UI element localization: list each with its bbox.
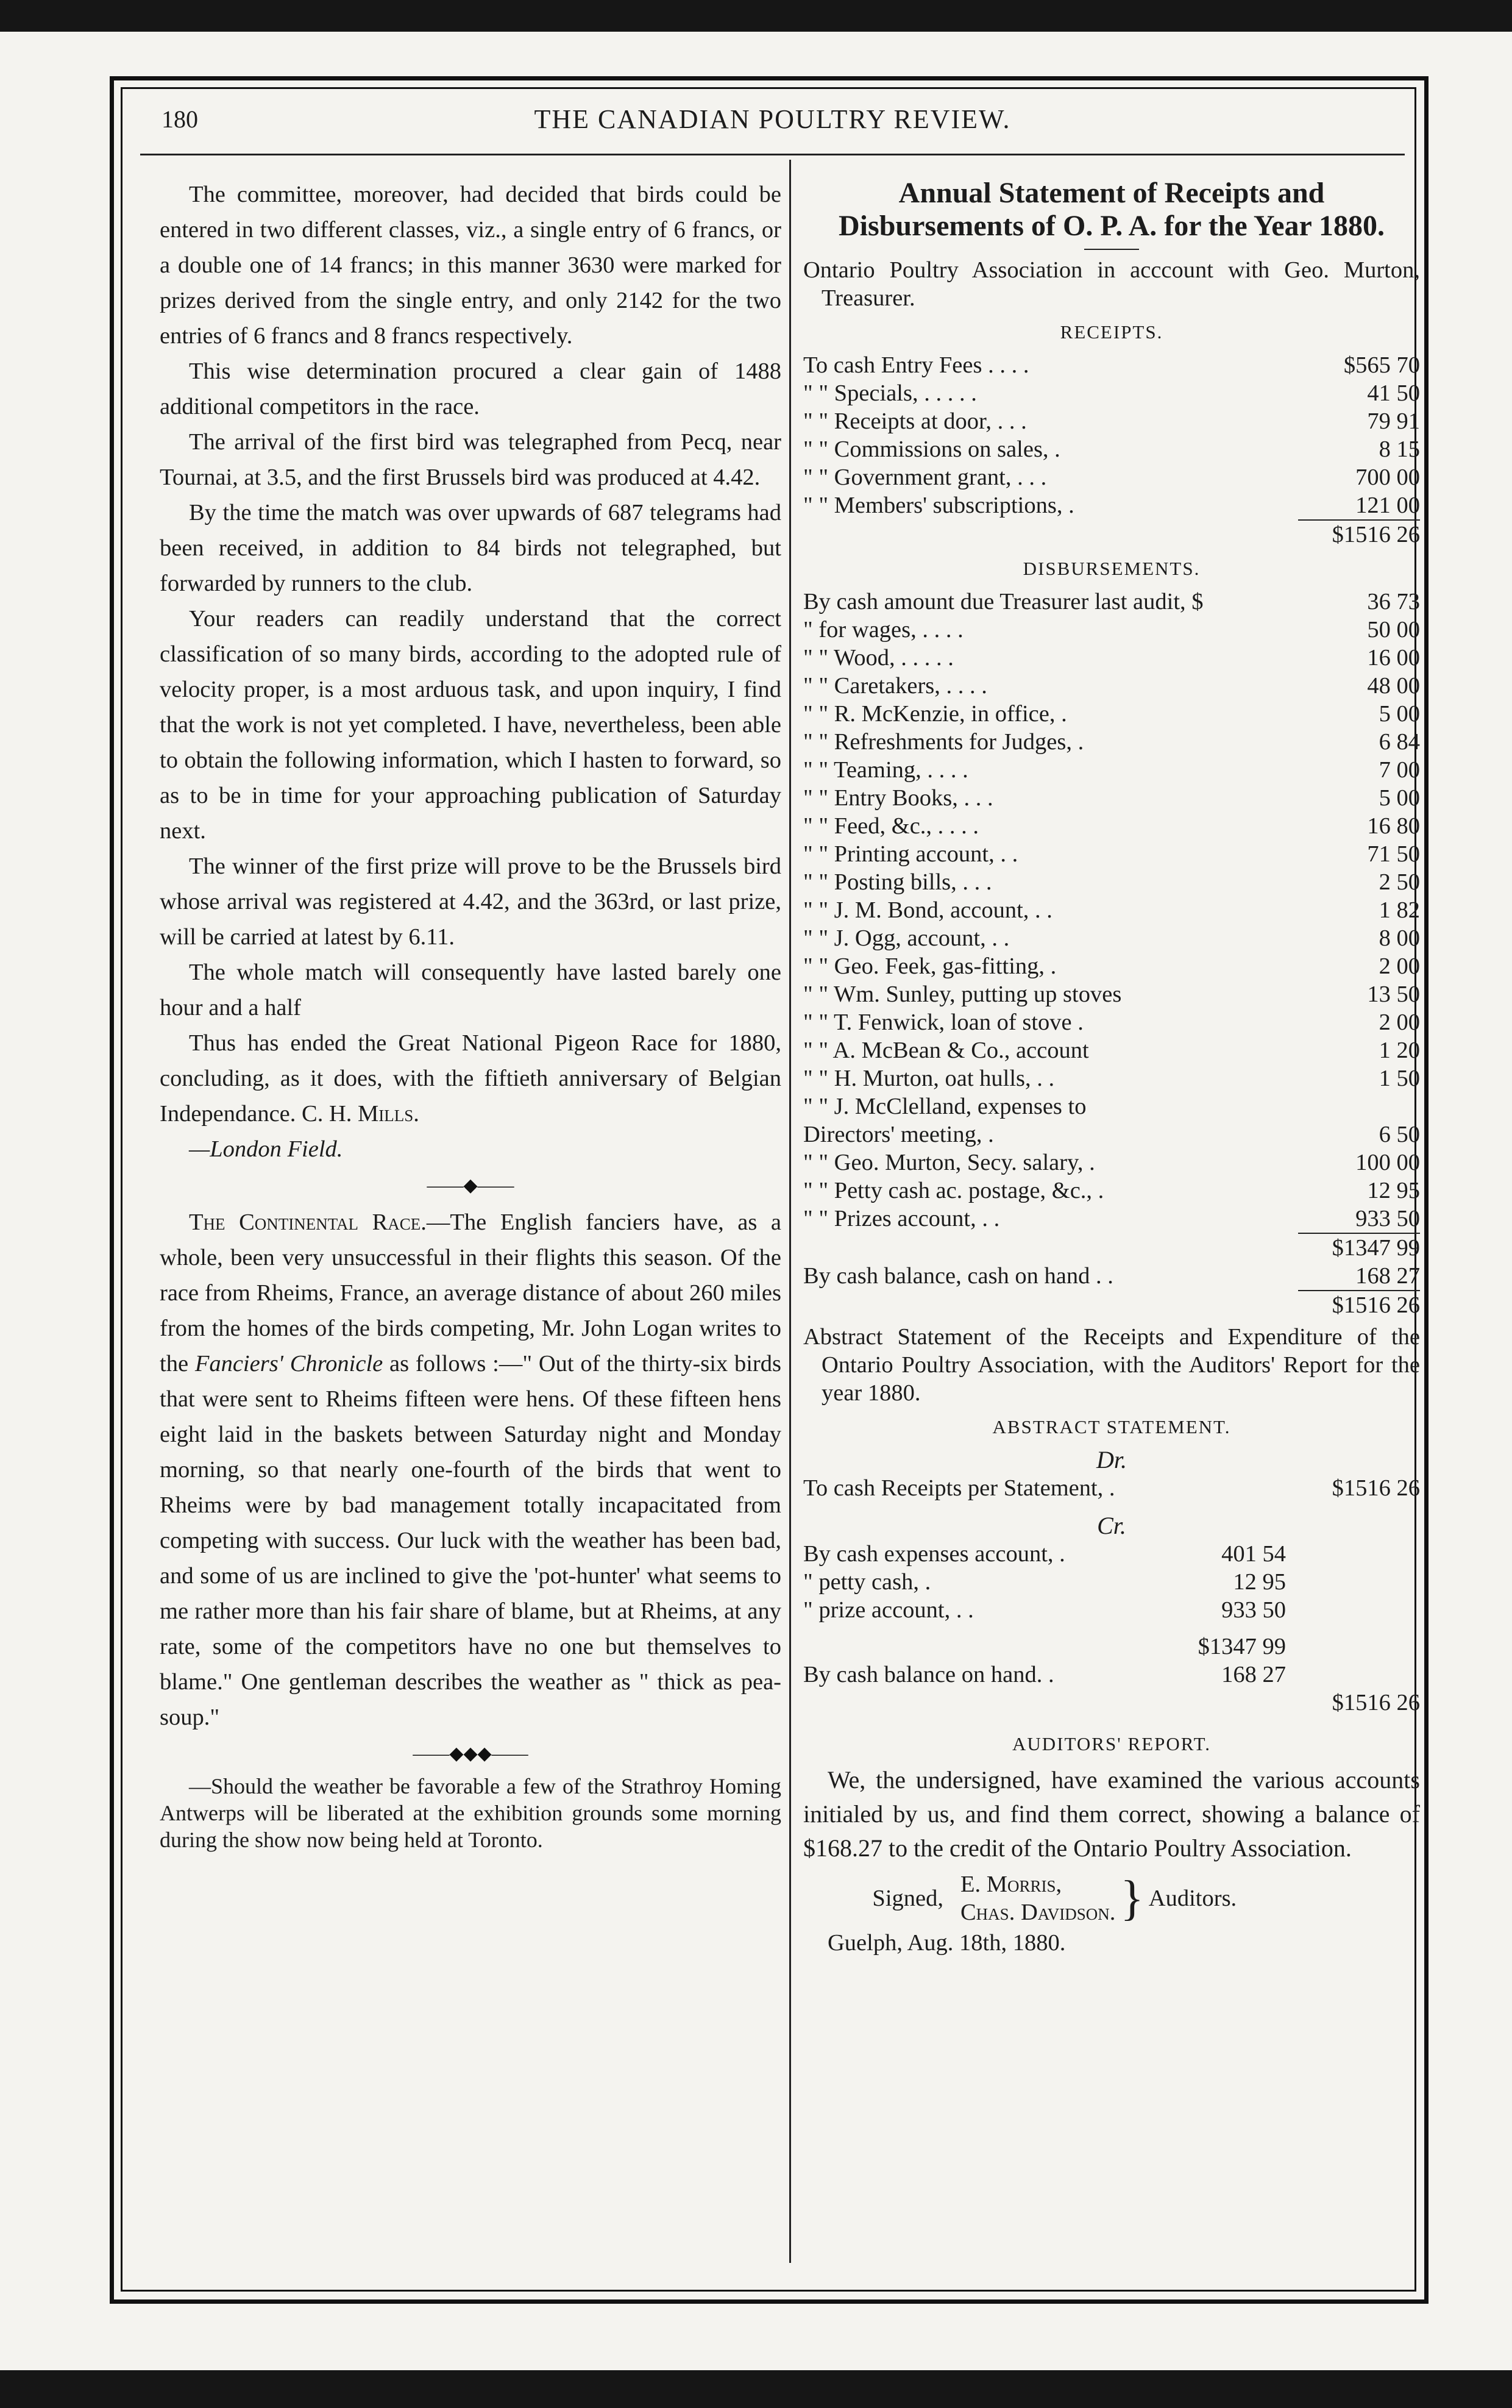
ledger-label: " " Entry Books, . . . [803, 785, 993, 811]
ledger-row [803, 463, 1420, 491]
credit-total-row [803, 1689, 1420, 1717]
ledger-row [803, 616, 1420, 644]
ledger-row [803, 588, 1420, 616]
race-heading: The Continental Race. [189, 1209, 427, 1235]
ledger-row [803, 672, 1420, 700]
paragraph: The winner of the first prize will prove to be the Brussels bird whose arrival was registered at 4.42, and the 363rd, or last prize, will be carried at latest by 6.11. [160, 853, 781, 950]
bottom-scan-border [0, 2370, 1512, 2408]
balance-amount: 168 27 [1355, 1263, 1420, 1289]
ledger-label: " petty cash, . [803, 1569, 931, 1595]
disb-subtotal: $1347 99 [1332, 1235, 1420, 1261]
disbursements-heading: DISBURSEMENTS. [1023, 558, 1201, 579]
debit-label: To cash Receipts per Statement, . [803, 1475, 1115, 1501]
ledger-label: " " Wm. Sunley, putting up stoves [803, 981, 1122, 1007]
ledger-amount: 1 82 [1379, 897, 1420, 923]
ledger-row [803, 379, 1420, 407]
paragraph: The arrival of the first bird was telegraphed from Pecq, near Tournai, at 3.5, and the first Brussels bird was produced at 4.42. [160, 429, 781, 490]
ledger-amount: 933 50 [1355, 1206, 1420, 1231]
credit-total: $1516 26 [1332, 1690, 1420, 1715]
ledger-row [803, 644, 1420, 672]
ledger-row [803, 924, 1420, 952]
ledger-label: " " Receipts at door, . . . [803, 408, 1027, 434]
auditors-text: We, the undersigned, have examined the various accounts initialed by us, and find them correct, showing a balance of $168.27 to the credit of the Ontario Poultry Association. [803, 1766, 1420, 1862]
disb-total: $1516 26 [1332, 1292, 1420, 1318]
source-line [160, 1131, 781, 1167]
ledger-amount: $565 70 [1343, 352, 1420, 378]
ledger-amount: 2 00 [1379, 953, 1420, 979]
paragraph: This wise determination procured a clear gain of 1488 additional competitors in the race. [160, 358, 781, 419]
ledger-row [803, 1008, 1420, 1036]
header-rule [140, 154, 1405, 155]
ledger-row [803, 351, 1420, 379]
ledger-label: " " Geo. Feek, gas-fitting, . [803, 953, 1057, 979]
ledger-amount: 41 50 [1367, 380, 1420, 406]
ledger-amount: 71 50 [1367, 841, 1420, 867]
ledger-amount: 50 00 [1367, 617, 1420, 643]
ledger-amount: 2 00 [1379, 1010, 1420, 1035]
ledger-label: " " Government grant, . . . [803, 465, 1047, 490]
ledger-label: " " Commissions on sales, . [803, 436, 1060, 462]
ledger-row [803, 1120, 1420, 1149]
ledger-label: To cash Entry Fees . . . . [803, 352, 1029, 378]
receipts-heading: RECEIPTS. [1060, 321, 1163, 343]
ledger-amount: 79 91 [1367, 408, 1420, 434]
ledger-amount: 12 95 [1233, 1569, 1286, 1595]
strathroy-note: —Should the weather be favorable a few of the Strathroy Homing Antwerps will be liberated at the exhibition grounds some morning during the show now being held at Toronto. [160, 1774, 781, 1852]
ledger-label: " " Geo. Murton, Secy. salary, . [803, 1150, 1095, 1175]
column-rule [789, 160, 791, 2263]
ledger-label: " prize account, . . [803, 1597, 974, 1623]
ledger-label: " " Printing account, . . [803, 841, 1018, 867]
ledger-amount: 7 00 [1379, 757, 1420, 783]
ledger-label: By cash expenses account, . [803, 1541, 1065, 1567]
ledger-row [803, 1149, 1420, 1177]
ledger-amount [1286, 1092, 1420, 1120]
right-column [803, 177, 1420, 1957]
ledger-amount: 121 00 [1355, 493, 1420, 518]
paragraph: Your readers can readily understand that the correct classification of so many birds, according to the adopted rule of velocity proper, is a most arduous task, and upon inquiry, I find that the work is not yet completed. I have, nevertheless, been able to obtain the following information, which I hasten to forward, so as to be in time for your approaching publication of Saturday next. [160, 606, 781, 844]
auditors-signatures [803, 1870, 1420, 1926]
ledger-label: " for wages, . . . . [803, 617, 964, 643]
receipts-total-row [803, 521, 1420, 549]
auditors-heading: AUDITORS' REPORT. [1012, 1733, 1211, 1754]
ledger-label: " " J. Ogg, account, . . [803, 925, 1010, 951]
race-text: —The English fanciers have, as a whole, been very unsuccessful in their flights this season. Of the race from Rheims, France, an average distance of about 260 miles from the homes of the birds competing, Mr. John Logan writes to the [160, 1209, 781, 1377]
ledger-row [803, 407, 1420, 435]
paragraph-text: Thus has ended the Great National Pigeon Race for 1880, concluding, as it does, with the fiftieth anniversary of Belgian Independance. [160, 1030, 781, 1127]
ledger-amount: 12 95 [1367, 1178, 1420, 1203]
brace-icon: } [1120, 1872, 1144, 1925]
balance-row [803, 1262, 1420, 1290]
credit-balance-label: By cash balance on hand. . [803, 1662, 1054, 1687]
ledger-amount: 1 20 [1379, 1038, 1420, 1063]
ledger-row [803, 1205, 1420, 1233]
ledger-label: " " J. M. Bond, account, . . [803, 897, 1052, 923]
ornament-divider: ——◆◆◆—— [413, 1744, 528, 1764]
ledger-label: " " Petty cash ac. postage, &c., . [803, 1178, 1104, 1203]
author-signature: C. H. Mills. [302, 1101, 419, 1127]
ledger-amount: 13 50 [1367, 981, 1420, 1007]
ledger-row [803, 435, 1420, 463]
ledger-row [803, 784, 1420, 812]
ledger-amount: 8 15 [1379, 436, 1420, 462]
ledger-row [803, 491, 1420, 519]
race-article [160, 1205, 781, 1735]
title-rule [1084, 249, 1139, 250]
ledger-row [803, 1596, 1420, 1624]
ledger-label: " " Prizes account, . . [803, 1206, 1000, 1231]
ledger-row [803, 896, 1420, 924]
ledger-label: " " H. Murton, oat hulls, . . [803, 1066, 1055, 1091]
ledger-row [803, 1064, 1420, 1092]
debit-row [803, 1474, 1420, 1502]
ledger-label: " " Members' subscriptions, . [803, 493, 1074, 518]
credit-list [803, 1540, 1420, 1624]
ledger-amount: 8 00 [1379, 925, 1420, 951]
ledger-row [803, 1568, 1420, 1596]
page-header [137, 98, 1408, 152]
auditor-names [960, 1870, 1115, 1926]
ledger-row [803, 756, 1420, 784]
disb-subtotal-row [803, 1234, 1420, 1262]
ledger-amount: 401 54 [1221, 1541, 1286, 1567]
ledger-label: By cash amount due Treasurer last audit, $ [803, 589, 1204, 614]
journal-title: THE CANADIAN POULTRY REVIEW. [534, 104, 1011, 134]
credit-balance-amount: 168 27 [1221, 1662, 1286, 1687]
signed-label: Signed, [872, 1886, 943, 1911]
ledger-label: " " Teaming, . . . . [803, 757, 968, 783]
credit-heading: Cr. [1097, 1512, 1126, 1539]
ledger-amount: 2 50 [1379, 869, 1420, 895]
ledger-label: " " Feed, &c., . . . . [803, 813, 979, 839]
ledger-row [803, 868, 1420, 896]
ledger-label: " " Wood, . . . . . [803, 645, 954, 671]
ledger-amount: 100 00 [1355, 1150, 1420, 1175]
ledger-label: Directors' meeting, . [803, 1122, 994, 1147]
ledger-label: " " Posting bills, . . . [803, 869, 992, 895]
ledger-row [803, 1036, 1420, 1064]
disbursements-list [803, 588, 1420, 1233]
ledger-row [803, 812, 1420, 840]
ledger-amount: 6 50 [1379, 1122, 1420, 1147]
ledger-row [803, 1177, 1420, 1205]
source-credit: —London Field. [189, 1136, 343, 1162]
ledger-label: " " J. McClelland, expenses to [803, 1094, 1087, 1119]
paragraph: The committee, moreover, had decided that birds could be entered in two different classes, viz., a single entry of 6 francs, or a double one of 14 francs; in this manner 3630 were marked for prizes derived from the single entry, and only 2142 for the two entries of 6 francs and 8 francs respectively. [160, 182, 781, 349]
ledger-label: " " Refreshments for Judges, . [803, 729, 1084, 755]
journal-name: Fanciers' Chronicle [194, 1351, 383, 1377]
balance-label: By cash balance, cash on hand . . [803, 1263, 1113, 1289]
auditors-label: Auditors. [1148, 1886, 1237, 1911]
top-scan-border [0, 0, 1512, 32]
ledger-label: " " Specials, . . . . . [803, 380, 977, 406]
auditor-name: E. Morris, [960, 1872, 1062, 1897]
ledger-amount: 1 50 [1379, 1066, 1420, 1091]
statement-intro: Ontario Poultry Association in acccount with Geo. Murton, Treasurer. [803, 257, 1420, 311]
receipts-list [803, 351, 1420, 519]
paragraph: The whole match will consequently have lasted barely one hour and a half [160, 960, 781, 1021]
ledger-row [803, 728, 1420, 756]
ledger-amount: 700 00 [1355, 465, 1420, 490]
ledger-amount: 48 00 [1367, 673, 1420, 699]
credit-subtotal-row [803, 1633, 1420, 1661]
place-date: Guelph, Aug. 18th, 1880. [828, 1930, 1066, 1956]
debit-heading: Dr. [1096, 1446, 1127, 1473]
ledger-amount: 6 84 [1379, 729, 1420, 755]
ledger-label: " " A. McBean & Co., account [803, 1038, 1089, 1063]
disb-total-row [803, 1291, 1420, 1319]
abstract-heading: ABSTRACT STATEMENT. [992, 1416, 1231, 1437]
ledger-row [803, 980, 1420, 1008]
credit-balance-row [803, 1661, 1420, 1689]
ledger-amount: 5 00 [1379, 785, 1420, 811]
statement-title: Annual Statement of Receipts and Disbursements of O. P. A. for the Year 1880. [839, 177, 1385, 242]
ledger-label: " " Caretakers, . . . . [803, 673, 987, 699]
paragraph [160, 1025, 781, 1131]
ledger-row [803, 700, 1420, 728]
ledger-amount: 36 73 [1367, 589, 1420, 614]
ornament-divider: ——◆—— [427, 1175, 514, 1195]
credit-subtotal: $1347 99 [1198, 1634, 1286, 1659]
ledger-row [803, 840, 1420, 868]
race-text-2: as follows :—" Out of the thirty-six birds that were sent to Rheims fifteen were hens. Of these fifteen hens eight laid in the baskets between Saturday night and Monday morning, so that nearly one-fourth of the birds that went to Rheims were by bad management totally incapacitated from competing with success. Our luck with the weather has been bad, and some of us are inclined to give the 'pot-hunter' what seems to me rather more than his fair share of blame, but at Rheims, at any rate, some of the competitors have no one but themselves to blame." One gentleman describes the weather as " thick as pea-soup." [160, 1351, 781, 1730]
ledger-amount: 933 50 [1221, 1597, 1286, 1623]
page-number: 180 [161, 105, 198, 133]
ledger-amount: 16 00 [1367, 645, 1420, 671]
abstract-intro: Abstract Statement of the Receipts and Expenditure of the Ontario Poultry Association, with the Auditors' Report for the year 1880. [803, 1324, 1420, 1406]
ledger-amount: 5 00 [1379, 701, 1420, 727]
left-column [160, 177, 781, 1853]
receipts-total: $1516 26 [1332, 522, 1420, 547]
ledger-row [803, 952, 1420, 980]
ledger-row [803, 1540, 1420, 1568]
ledger-row [803, 1092, 1420, 1120]
debit-amount: $1516 26 [1332, 1475, 1420, 1501]
paragraph: By the time the match was over upwards of 687 telegrams had been received, in addition to 84 birds not telegraphed, but forwarded by runners to the club. [160, 500, 781, 596]
auditor-name: Chas. Davidson. [960, 1900, 1116, 1925]
ledger-amount: 16 80 [1367, 813, 1420, 839]
ledger-label: " " T. Fenwick, loan of stove . [803, 1010, 1084, 1035]
ledger-label: " " R. McKenzie, in office, . [803, 701, 1067, 727]
